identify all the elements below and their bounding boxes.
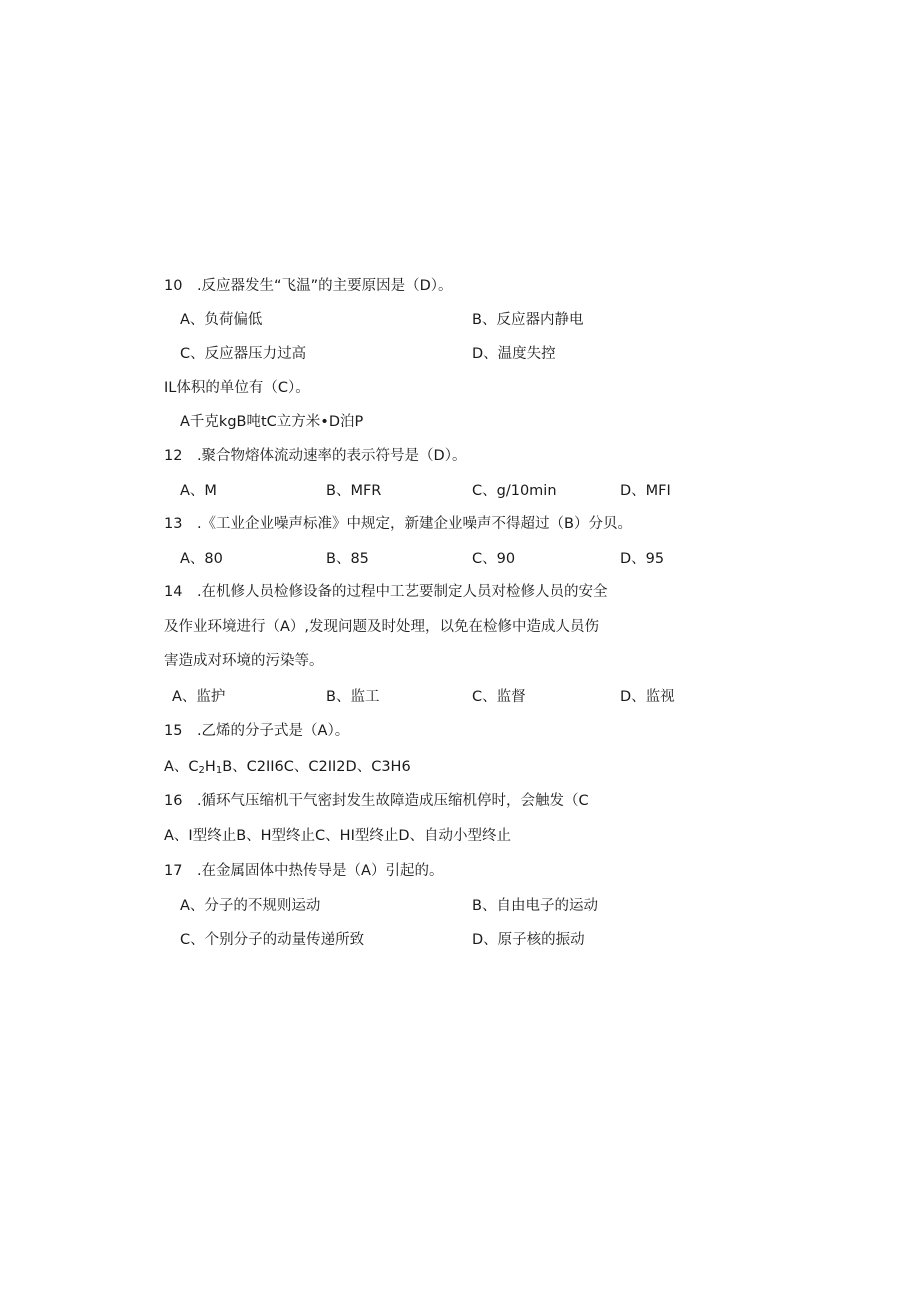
- q15-options: [164, 757, 411, 781]
- q10-stem: 10 .反应器发生“飞温”的主要原因是（D）。: [164, 278, 453, 294]
- q13-option-d: D、95: [620, 551, 665, 567]
- q15-opt-mid: H: [204, 759, 216, 775]
- q14-option-c: C、监督: [472, 689, 526, 705]
- q13-option-b: B、85: [326, 551, 369, 567]
- q14-stem-line1: 14 .在机修人员检修设备的过程中工艺要制定人员对检修人员的安全: [164, 584, 608, 600]
- q14-option-d: D、监视: [620, 689, 675, 705]
- q16-options: A、I型终止B、H型终止C、HI型终止D、自动小型终止: [164, 828, 512, 844]
- q12-option-d: D、MFI: [620, 483, 671, 499]
- q15-opt-prefix: A、C: [164, 759, 199, 775]
- q17-option-d: D、原子核的振动: [472, 932, 585, 948]
- q16-stem: 16 .循环气压缩机干气密封发生故障造成压缩机停时，会触发（C: [164, 793, 589, 809]
- q17-stem: 17 .在金属固体中热传导是（A）引起的。: [164, 863, 444, 879]
- q11-stem: IL体积的单位有（C）。: [164, 380, 310, 396]
- q10-option-c: C、反应器压力过高: [180, 346, 307, 362]
- q15-opt-sub2: 1: [215, 765, 223, 776]
- q15-opt-rest: B、C2II6C、C2II2D、C3H6: [222, 759, 411, 775]
- q17-option-b: B、自由电子的运动: [472, 898, 598, 914]
- q17-option-c: C、个别分子的动量传递所致: [180, 932, 365, 948]
- q13-option-c: C、90: [472, 551, 516, 567]
- q12-option-c: C、g∕10min: [472, 483, 557, 499]
- q13-option-a: A、80: [180, 551, 223, 567]
- q14-stem-line2: 及作业环境进行（A）,发现问题及时处理，以免在检修中造成人员伤: [164, 619, 600, 635]
- q14-option-b: B、监工: [326, 689, 380, 705]
- q14-option-a: A、监护: [172, 689, 226, 705]
- q10-option-d: D、温度失控: [472, 346, 556, 362]
- q12-stem: 12 .聚合物熔体流动速率的表示符号是（D）。: [164, 448, 467, 464]
- q12-option-a: A、M: [180, 483, 217, 499]
- q17-option-a: A、分子的不规则运动: [180, 898, 321, 914]
- q14-stem-line3: 害造成对环境的污染等。: [164, 653, 324, 669]
- q10-option-b: B、反应器内静电: [472, 312, 584, 328]
- q13-stem: 13 .《工业企业噪声标准》中规定，新建企业噪声不得超过（B）分贝。: [164, 516, 633, 532]
- q15-stem: 15 .乙烯的分子式是（A）。: [164, 723, 350, 739]
- q11-options: A千克kgB吨tC立方米•D泊P: [180, 414, 364, 430]
- q12-option-b: B、MFR: [326, 483, 382, 499]
- q15-opt-sub1: 2: [198, 765, 205, 776]
- q10-option-a: A、负荷偏低: [180, 312, 263, 328]
